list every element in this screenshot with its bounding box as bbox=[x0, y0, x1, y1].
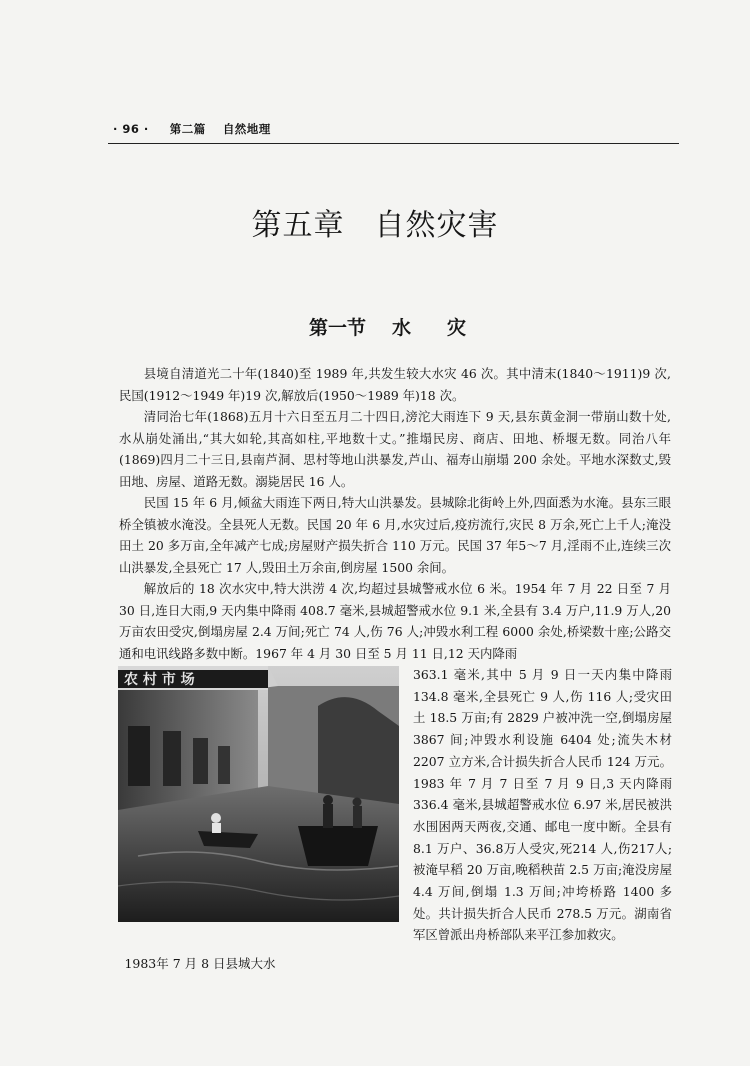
section-char-1: 水 bbox=[391, 317, 411, 339]
photo-caption: 1983年 7 月 8 日县城大水 bbox=[124, 956, 276, 971]
section-char-2: 灾 bbox=[447, 317, 467, 339]
section-title bbox=[0, 313, 750, 340]
side-column-text bbox=[413, 664, 672, 946]
section-number: 第一节 bbox=[308, 317, 366, 339]
running-header bbox=[113, 121, 673, 137]
chapter-title bbox=[0, 200, 750, 244]
flood-photo-block bbox=[118, 666, 399, 946]
flood-photo bbox=[118, 666, 399, 922]
page-number: · 96 · bbox=[113, 122, 149, 136]
paragraph-continued: 363.1 毫米,其中 5 月 9 日一天内集中降雨 134.8 毫米,全县死亡 9 人,伤 116 人;受灾田土 18.5 万亩;有 2829 户被冲洗一空,倒塌房屋 3867 间;冲毁水利设施 6404 处;流失木材 2207 立方米,合计损失折合人民币 124 万元。1983 年 7 月 7 日至 7 月 9 日,3 天内降雨 336.4 毫米,县城超警戒水位 6.97 米,居民被洪水围困两天两夜,交通、邮电一度中断。全县有 8.1 万户、36.8万人受灾,死214 人,伤217人;被淹早稻 20 万亩,晚稻秧苗 2.5 万亩;淹没房屋 4.4 万间,倒塌 1.3 万间;冲垮桥路 1400 多处。共计损失折合人民币 278.5 万元。湖南省军区曾派出舟桥部队来平江参加救灾。 bbox=[413, 667, 672, 943]
paragraph-minguo: 民国 15 年 6 月,倾盆大雨连下两日,特大山洪暴发。县城除北街岭上外,四面悉为水淹。县东三眼桥全镇被水淹没。全县死人无数。民国 20 年 6 月,水灾过后,疫疠流行,灾民 8 万余,死亡上千人;淹没田土 20 多万亩,全年减产七成;房屋财产损失折合 110 万元。民国 37 年5～7 月,淫雨不止,连续三次山洪暴发,全县死亡 17 人,毁田土万余亩,倒房屋 1500 余间。 bbox=[119, 495, 671, 575]
chapter-number: 第五章 bbox=[251, 208, 345, 243]
part-label: 第二篇 bbox=[169, 122, 206, 136]
flood-photo-image bbox=[118, 666, 399, 922]
paragraph-post-liberation: 解放后的 18 次水灾中,特大洪涝 4 次,均超过县城警戒水位 6 米。1954 年 7 月 22 日至 7 月 30 日,连日大雨,9 天内集中降雨 408.7 毫米,县城超警戒水位 9.1 米,全县有 3.4 万户,11.9 万人,20 万亩农田受灾,倒塌房屋 2.4 万间;死亡 74 人,伤 76 人;冲毁水利工程 6000 余处,桥梁数十座;公路交通和电讯线路多数中断。1967 年 4 月 30 日至 5 月 11 日,12 天内降雨 bbox=[119, 581, 671, 661]
photo-sign-text: 农 村 市 场 bbox=[124, 672, 195, 688]
paragraph-qing: 清同治七年(1868)五月十六日至五月二十四日,滂沱大雨连下 9 天,县东黄金洞一带崩山数十处,水从崩处涌出,“其大如轮,其高如柱,平地数十丈。”推塌民房、商店、田地、桥堰无数。同治八年(1869)四月二十三日,县南芦洞、思村等地山洪暴发,芦山、福寿山崩塌 200 余处。平地水深数丈,毁田地、房屋、道路无数。溺毙居民 16 人。 bbox=[119, 409, 671, 489]
header-rule bbox=[108, 143, 679, 144]
part-title: 自然地理 bbox=[222, 122, 271, 136]
paragraph-overview: 县境自清道光二十年(1840)至 1989 年,共发生较大水灾 46 次。其中清末(1840～1911)9 次,民国(1912～1949 年)19 次,解放后(1950～1989 年)18 次。 bbox=[119, 366, 671, 403]
main-text bbox=[119, 363, 671, 664]
chapter-name: 自然灾害 bbox=[374, 208, 499, 243]
